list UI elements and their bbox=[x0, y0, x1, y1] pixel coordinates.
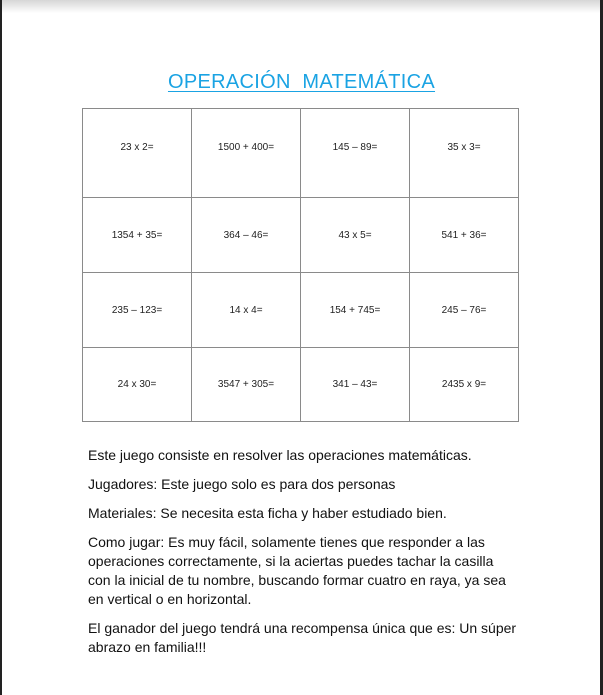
how-to-play-paragraph: Como jugar: Es muy fácil, solamente tienes que responder a las operaciones correctamente, si la aciertas puedes tachar la casilla con la inicial de tu nombre, buscando formar cuatro en raya, ya sea en vertical o en horizontal. bbox=[88, 534, 506, 607]
grid-cell: 3547 + 305= bbox=[192, 348, 301, 422]
page-top-shadow bbox=[2, 0, 600, 13]
grid-cell: 1500 + 400= bbox=[192, 109, 301, 198]
grid-cell: 154 + 745= bbox=[301, 273, 410, 348]
grid-row bbox=[83, 348, 519, 422]
grid-cell: 1354 + 35= bbox=[83, 198, 192, 273]
prize-paragraph: El ganador del juego tendrá una recompensa única que es: Un súper abrazo en familia!!! bbox=[88, 620, 517, 655]
grid-row bbox=[83, 273, 519, 348]
grid-cell: 245 – 76= bbox=[410, 273, 519, 348]
grid-cell: 23 x 2= bbox=[83, 109, 192, 198]
grid-cell: 235 – 123= bbox=[83, 273, 192, 348]
grid-cell: 2435 x 9= bbox=[410, 348, 519, 422]
grid-cell: 364 – 46= bbox=[192, 198, 301, 273]
grid-cell: 341 – 43= bbox=[301, 348, 410, 422]
intro-paragraph: Este juego consiste en resolver las operaciones matemáticas. bbox=[88, 447, 472, 463]
grid-cell: 43 x 5= bbox=[301, 198, 410, 273]
grid-row bbox=[83, 109, 519, 198]
grid-cell: 14 x 4= bbox=[192, 273, 301, 348]
grid-cell: 35 x 3= bbox=[410, 109, 519, 198]
grid-cell: 541 + 36= bbox=[410, 198, 519, 273]
instructions bbox=[88, 446, 518, 667]
players-paragraph: Jugadores: Este juego solo es para dos personas bbox=[88, 476, 396, 492]
document-title: OPERACIÓN MATEMÁTICA bbox=[167, 71, 436, 93]
grid-cell: 24 x 30= bbox=[83, 348, 192, 422]
grid-cell: 145 – 89= bbox=[301, 109, 410, 198]
operations-grid bbox=[82, 108, 519, 422]
materials-paragraph: Materiales: Se necesita esta ficha y haber estudiado bien. bbox=[88, 505, 447, 521]
grid-row bbox=[83, 198, 519, 273]
viewer-left-border bbox=[0, 0, 2, 695]
